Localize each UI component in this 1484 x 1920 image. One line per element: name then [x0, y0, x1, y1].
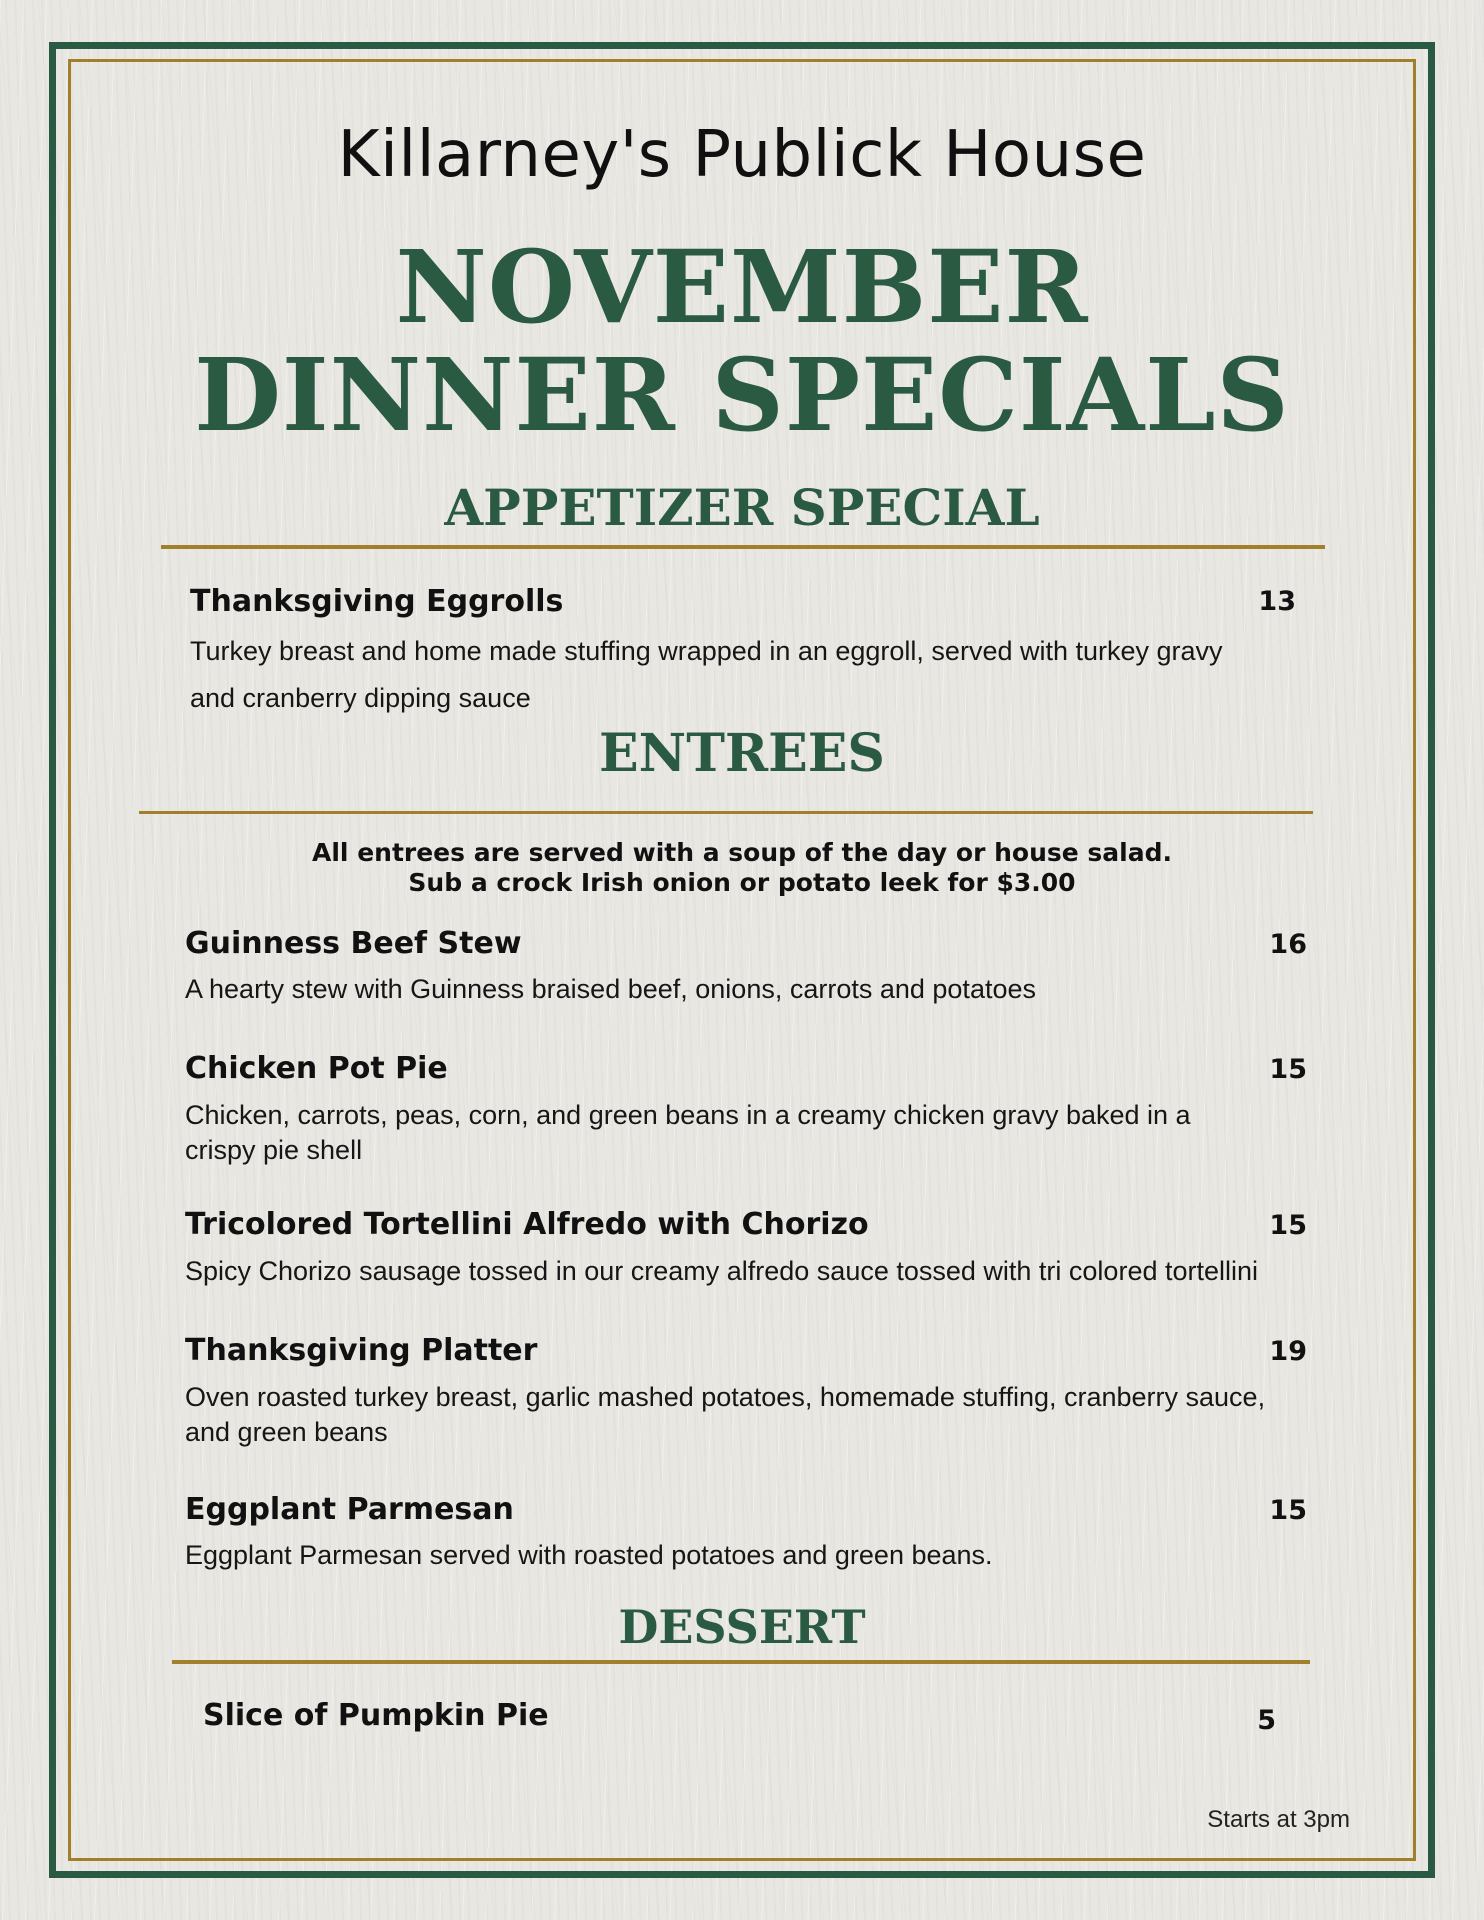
entrees-heading: ENTREES [599, 723, 885, 784]
menu-item-name: Chicken Pot Pie [185, 1051, 448, 1086]
menu-item-description-line2: and cranberry dipping sauce [190, 683, 531, 713]
menu-title-line2: DINNER SPECIALS [194, 336, 1290, 454]
menu-item-description-line1: Chicken, carrots, peas, corn, and green beans in a creamy chicken gravy baked in a [185, 1100, 1191, 1130]
menu-title-line1: NOVEMBER [395, 228, 1089, 346]
menu-item-name: Slice of Pumpkin Pie [203, 1698, 549, 1733]
menu-item-description: A hearty stew with Guinness braised beef, onions, carrots and potatoes [185, 974, 1036, 1004]
service-time-note: Starts at 3pm [1207, 1806, 1350, 1833]
menu-item-description-line1: Oven roasted turkey breast, garlic mashed potatoes, homemade stuffing, cranberry sauce, [185, 1382, 1266, 1412]
menu-item-price: 5 [1257, 1705, 1276, 1736]
menu-item-description-line2: crispy pie shell [185, 1135, 363, 1165]
dessert-divider [172, 1660, 1310, 1664]
menu-item-description: Spicy Chorizo sausage tossed in our creamy alfredo sauce tossed with tri colored tortellini [185, 1256, 1259, 1286]
menu-item-description-line2: and green beans [185, 1417, 388, 1447]
appetizer-divider [161, 545, 1325, 549]
menu-item-price: 19 [1269, 1336, 1307, 1367]
entrees-divider [139, 811, 1313, 814]
menu-item-name: Tricolored Tortellini Alfredo with Chorizo [185, 1207, 869, 1242]
restaurant-name: Killarney's Publick House [337, 118, 1147, 192]
appetizer-heading: APPETIZER SPECIAL [444, 478, 1040, 537]
entrees-note-line2: Sub a crock Irish onion or potato leek for $3.00 [408, 868, 1076, 897]
entrees-note-line1: All entrees are served with a soup of the day or house salad. [312, 838, 1172, 867]
menu-item-name: Thanksgiving Platter [185, 1333, 538, 1368]
menu-item-price: 16 [1269, 929, 1307, 960]
menu-item-price: 13 [1258, 586, 1296, 617]
menu-item-price: 15 [1269, 1054, 1307, 1085]
menu-item-price: 15 [1269, 1495, 1307, 1526]
menu-item-price: 15 [1269, 1210, 1307, 1241]
menu-item-description-line1: Turkey breast and home made stuffing wrapped in an eggroll, served with turkey gravy [190, 636, 1223, 666]
menu-item-name: Guinness Beef Stew [185, 926, 522, 961]
menu-item-name: Thanksgiving Eggrolls [190, 584, 564, 619]
menu-item-name: Eggplant Parmesan [185, 1492, 514, 1527]
dessert-heading: DESSERT [618, 1600, 866, 1654]
menu-item-description: Eggplant Parmesan served with roasted potatoes and green beans. [185, 1540, 993, 1570]
